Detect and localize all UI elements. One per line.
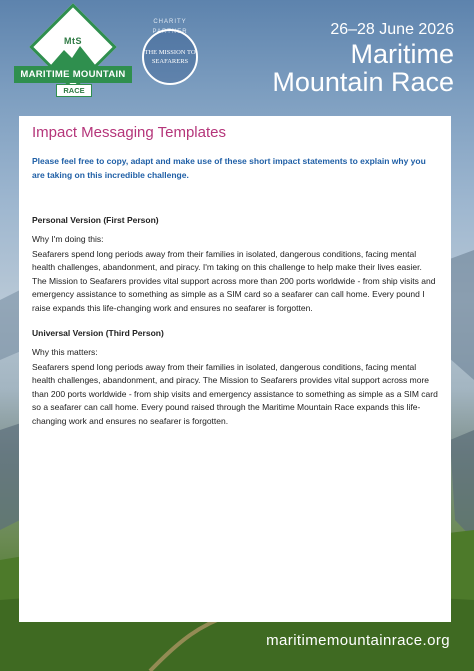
logo-name-banner: MARITIME MOUNTAIN — [14, 66, 132, 83]
page-header — [0, 0, 474, 115]
website-url[interactable]: maritimemountainrace.org — [266, 632, 450, 649]
personal-statement: Seafarers spend long periods away from their families in isolated, dangerous conditions, facing mental health challenges, abandonment, and piracy. I'm taking on this challenge to help make their lives easier. The Mission to Seafarers provides vital support across more than 200 ports worldwide - from ship visits and emergency assistance to something as simple as a SIM card so a seafarer can call home. Every pound I raise expands this life-changing work and ensures no seafarer is forgotten. — [32, 249, 436, 313]
charity-partner-label: CHARITY PARTNER — [152, 19, 188, 35]
maritime-mountain-race-logo — [14, 14, 132, 104]
universal-version-heading: Universal Version (Third Person) — [32, 328, 164, 339]
event-info — [272, 20, 454, 96]
logo-initials: MtS — [64, 36, 82, 46]
content-card — [19, 116, 451, 622]
intro-text: Please feel free to copy, adapt and make use of these short impact statements to explain why you are taking on this incredible challenge. — [32, 156, 426, 180]
personal-version-heading: Personal Version (First Person) — [32, 215, 159, 225]
mission-to-seafarers-seal — [142, 29, 198, 85]
event-name-line1: Maritime — [350, 39, 454, 69]
logo-mountain-icon — [50, 44, 96, 66]
logo-race-label: RACE — [56, 84, 92, 97]
universal-statement: Seafarers spend long periods away from their families in isolated, dangerous conditions, facing mental health challenges, abandonment, and piracy. The Mission to Seafarers provides vital support across more than 200 ports worldwide - from ship visits and emergency assistance to something as simple as a SIM card so a seafarer can call home. Every pound raised through the Maritime Mountain Race expands this life-changing work and ensures no seafarer is forgotten. — [32, 362, 438, 426]
universal-why-label: Why this matters: — [32, 347, 98, 358]
page-title: Impact Messaging Templates — [32, 124, 226, 141]
seal-text: THE MISSION TO SEAFARERS — [144, 49, 196, 65]
charity-partner-logo — [138, 17, 202, 87]
personal-why-label: Why I'm doing this: — [32, 234, 104, 244]
event-dates: 26–28 June 2026 — [330, 21, 454, 38]
event-name-line2: Mountain Race — [272, 67, 454, 97]
